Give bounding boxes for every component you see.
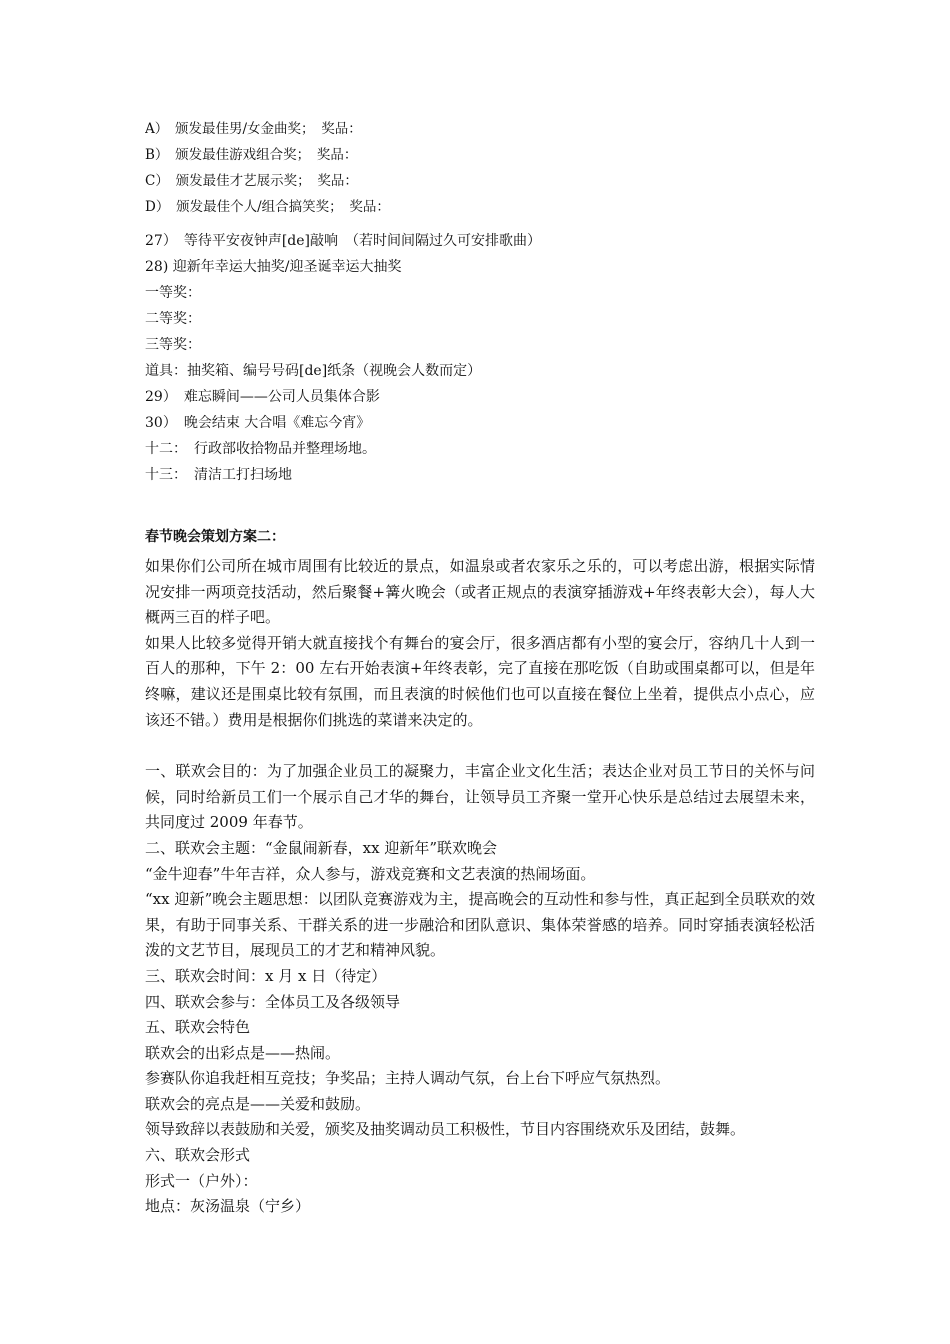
program-item: 三等奖： bbox=[145, 337, 201, 353]
program-item: 十三： 清洁工打扫场地 bbox=[145, 467, 292, 483]
party-location: 地点：灰汤温泉（宁乡） bbox=[145, 1197, 311, 1216]
program-item: 29） 难忘瞬间——公司人员集体合影 bbox=[145, 389, 380, 405]
party-highlight-1-desc: 参赛队你追我赶相互竞技；争奖品；主持人调动气氛，台上台下呼应气氛热烈。 bbox=[145, 1069, 671, 1088]
party-time: 三、联欢会时间：x 月 x 日（待定） bbox=[145, 966, 387, 985]
program-item: 28) 迎新年幸运大抽奖/迎圣诞幸运大抽奖 bbox=[145, 259, 402, 275]
spacer bbox=[145, 220, 815, 228]
award-item: B） 颁发最佳游戏组合奖； 奖品： bbox=[145, 147, 358, 163]
spacer bbox=[145, 488, 815, 524]
program-list bbox=[145, 228, 815, 488]
party-form-1: 形式一（户外）： bbox=[145, 1171, 258, 1190]
program-item: 二等奖： bbox=[145, 311, 201, 327]
party-highlight-1: 联欢会的出彩点是——热闹。 bbox=[145, 1043, 341, 1062]
party-theme: 二、联欢会主题：“金鼠闹新春，xx 迎新年”联欢晚会 bbox=[145, 838, 498, 857]
party-highlight-2: 联欢会的亮点是——关爱和鼓励。 bbox=[145, 1094, 371, 1113]
program-item: 27） 等待平安夜钟声[de]敲响 （若时间间隔过久可安排歌曲） bbox=[145, 233, 541, 249]
award-item: A） 颁发最佳男/女金曲奖； 奖品： bbox=[145, 121, 362, 137]
program-item: 十二： 行政部收拾物品并整理场地。 bbox=[145, 441, 376, 457]
program-item: 一等奖： bbox=[145, 285, 201, 301]
party-theme-idea: “xx 迎新”晚会主题思想：以团队竞赛游戏为主，提高晚会的互动性和参与性，真正起到全员联欢的效果，有助于同事关系、干群关系的进一步融洽和团队意识、集体荣誉感的培养。同时穿插表演轻松活泼的文艺节目，展现员工的才艺和精神风貌。 bbox=[145, 890, 815, 960]
program-item: 道具：抽奖箱、编号号码[de]纸条（视晚会人数而定） bbox=[145, 363, 482, 379]
award-list bbox=[145, 116, 815, 220]
program-item: 30） 晚会结束 大合唱《难忘今宵》 bbox=[145, 415, 371, 431]
plan2-paragraph-2: 如果人比较多觉得开销大就直接找个有舞台的宴会厅，很多酒店都有小型的宴会厅，容纳几十人到一百人的那种，下午 2：00 左右开始表演+年终表彰，完了直接在那吃饭（自助或围桌都可以，但是年终嘛，建议还是围桌比较有氛围，而且表演的时候他们也可以直接在餐位上坐着，提供点小点心，应该还不错。）费用是根据你们挑选的菜谱来决定的。 bbox=[145, 633, 815, 729]
plan2-paragraph-1: 如果你们公司所在城市周围有比较近的景点，如温泉或者农家乐之乐的，可以考虑出游，根据实际情况安排一两项竞技活动，然后聚餐+篝火晚会（或者正规点的表演穿插游戏+年终表彰大会），每人大概两三百的样子吧。 bbox=[145, 557, 815, 627]
party-purpose: 一、联欢会目的：为了加强企业员工的凝聚力，丰富企业文化生活；表达企业对员工节日的关怀与问候，同时给新员工们一个展示自己才华的舞台，让领导员工齐聚一堂开心快乐是总结过去展望未来，共同度过 2009 年春节。 bbox=[145, 762, 815, 832]
party-theme-line2: “金牛迎春”牛年吉祥，众人参与，游戏竞赛和文艺表演的热闹场面。 bbox=[145, 864, 596, 883]
party-participants: 四、联欢会参与：全体员工及各级领导 bbox=[145, 992, 401, 1011]
party-form-title: 六、联欢会形式 bbox=[145, 1146, 251, 1165]
award-item: C） 颁发最佳才艺展示奖； 奖品： bbox=[145, 173, 358, 189]
award-item: D） 颁发最佳个人/组合搞笑奖； 奖品： bbox=[145, 199, 390, 215]
party-features-title: 五、联欢会特色 bbox=[145, 1018, 251, 1037]
spacer bbox=[145, 733, 815, 759]
section-heading: 春节晚会策划方案二： bbox=[145, 529, 285, 545]
document-page bbox=[145, 116, 815, 1220]
party-highlight-2-desc: 领导致辞以表鼓励和关爱，颁奖及抽奖调动员工积极性，节目内容围绕欢乐及团结，鼓舞。 bbox=[145, 1120, 746, 1139]
